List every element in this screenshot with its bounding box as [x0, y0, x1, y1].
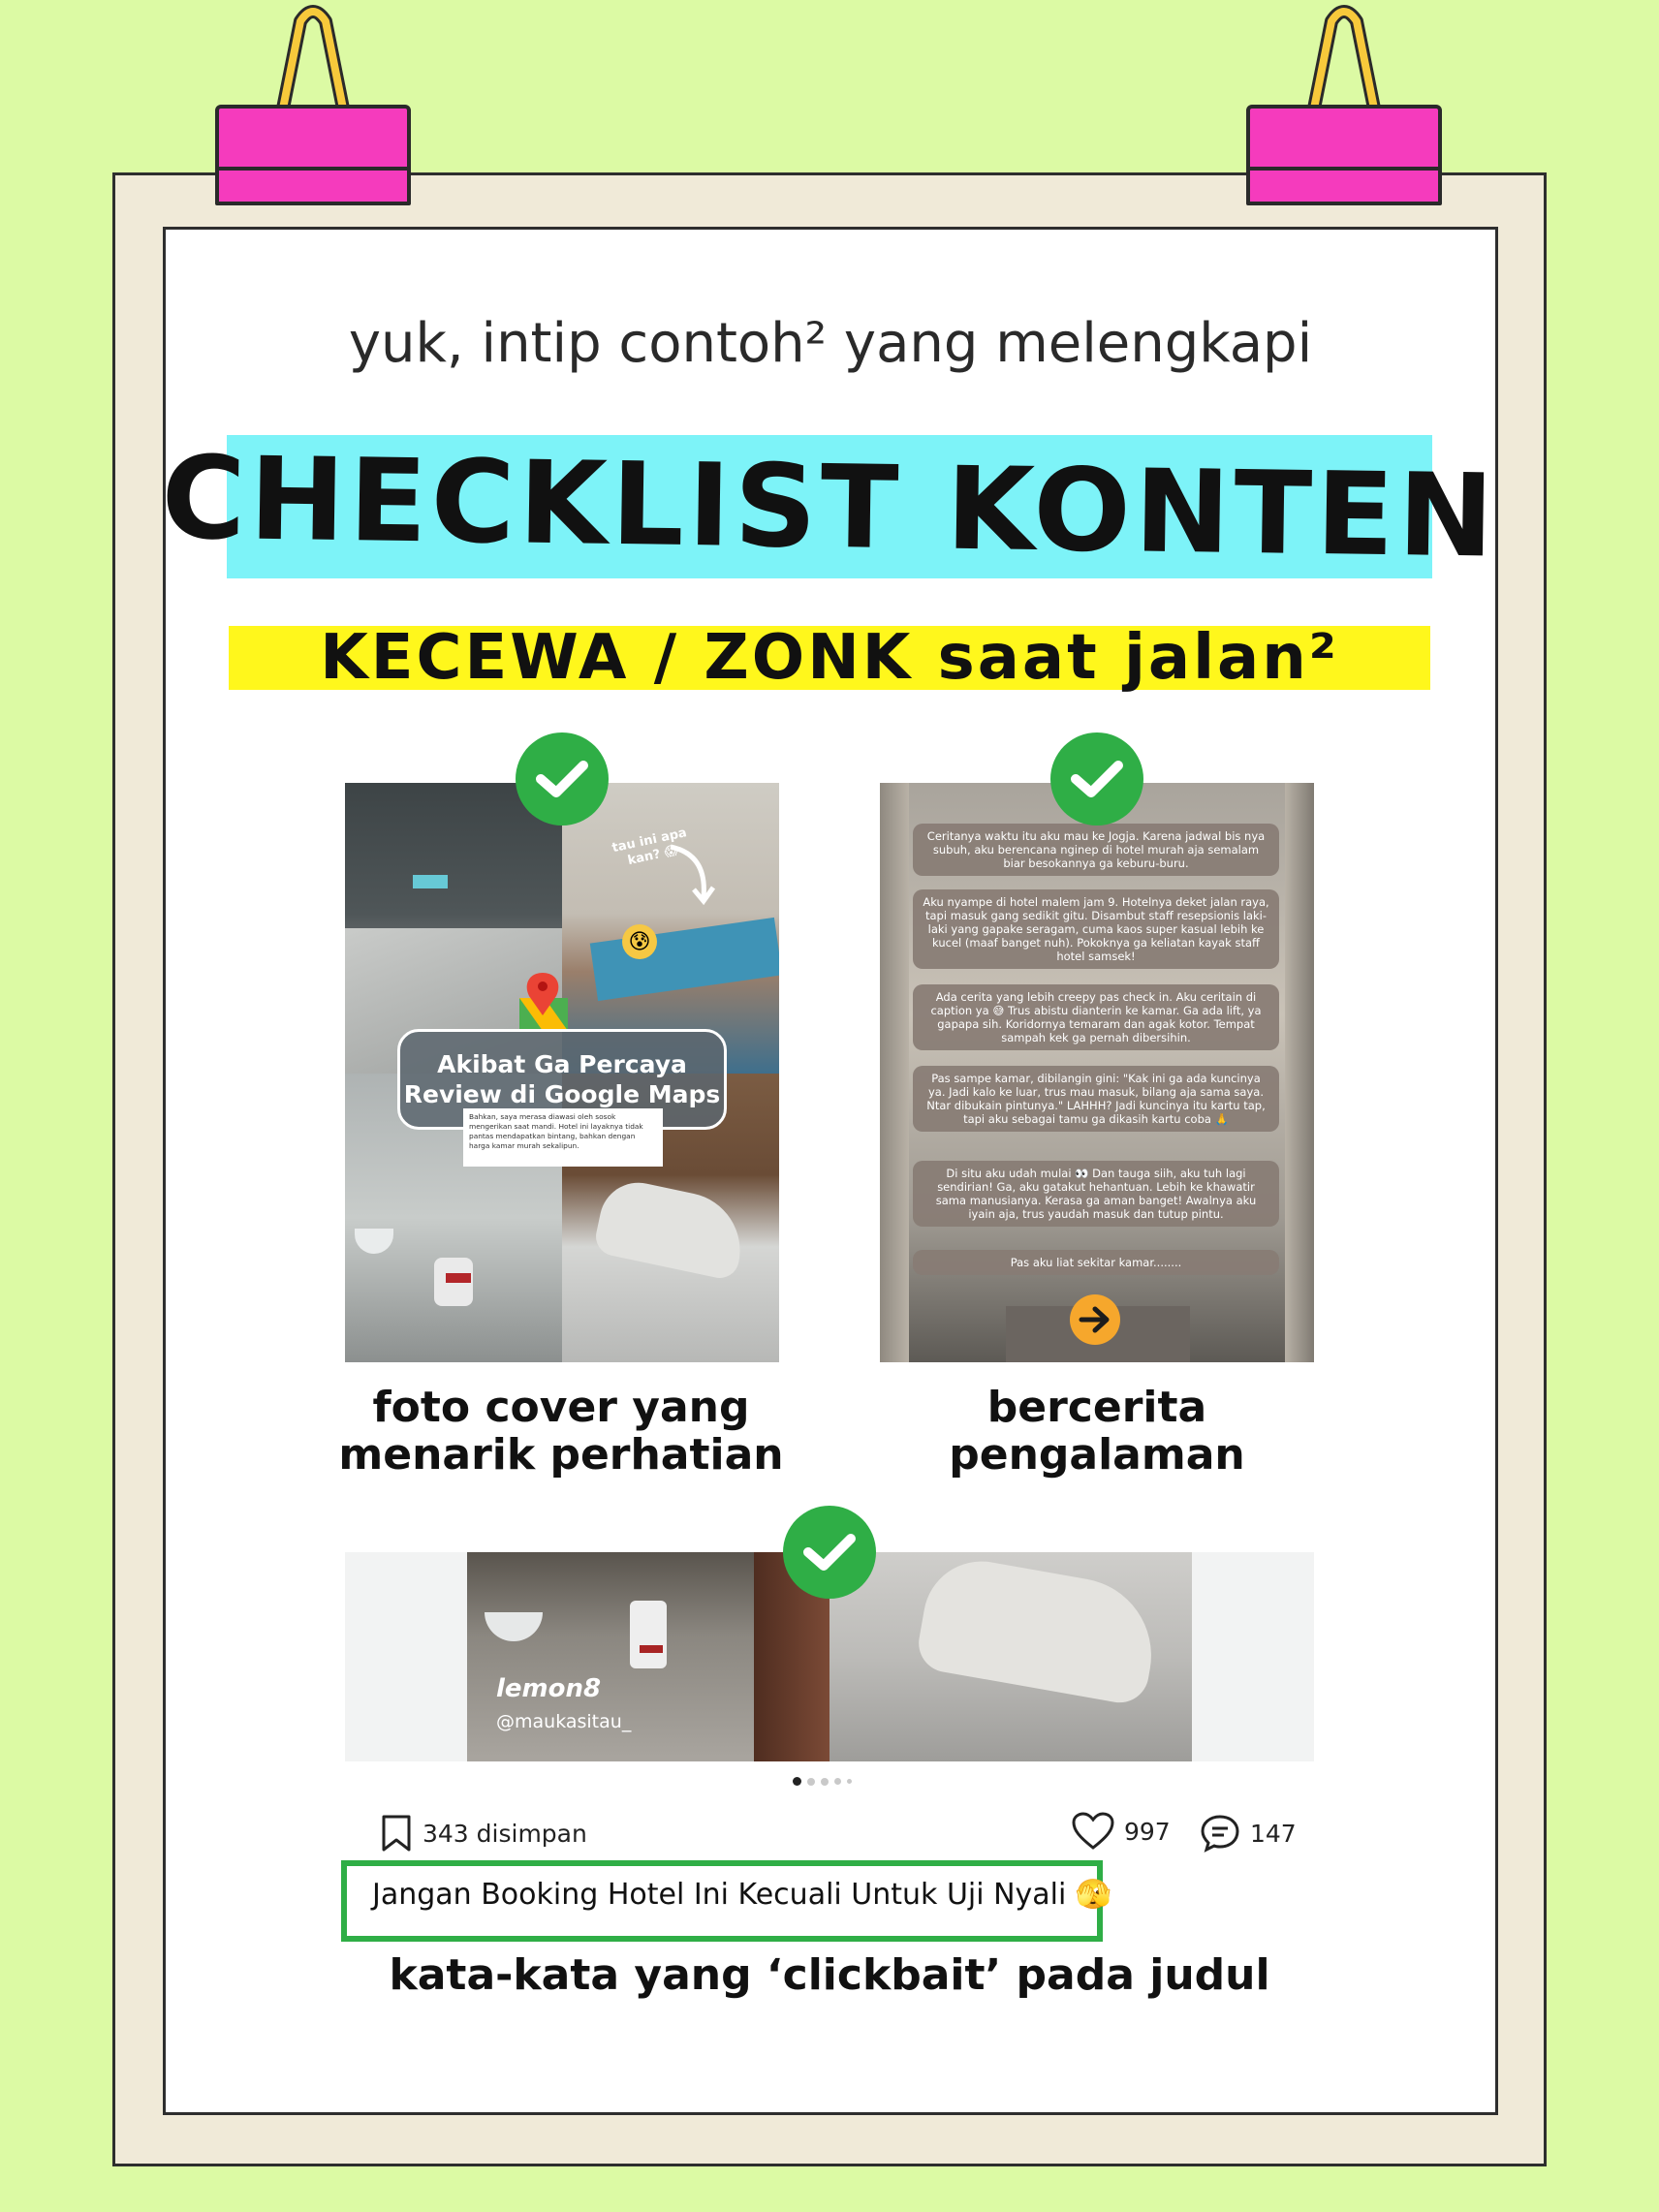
binder-clip-icon [1246, 0, 1444, 207]
card-caption-story: bercerita pengalaman [949, 1383, 1245, 1480]
arrow-right-icon[interactable] [1070, 1294, 1120, 1345]
binder-clip-icon [215, 0, 413, 207]
story-bubble: Ada cerita yang lebih creepy pas check in. Aku ceritain di caption ya 😅 Trus abistu dianterin ke kamar. Ga ada lift, ya gapapa sih. Koridornya temaram dan agak kotor. Tempat sampah kek ga pernah dibersihin. [913, 984, 1279, 1050]
bookmark-icon [380, 1814, 413, 1853]
post-title: Jangan Booking Hotel Ini Kecuali Untuk Uji Nyali 🫣 [372, 1878, 1112, 1912]
story-bubble: Aku nyampe di hotel malem jam 9. Hotelnya deket jalan raya, tapi masuk gang sedikit gitu. Disambut staff resepsionis laki-laki yang gapake seragam, cuma kaos super kasual lebih ke kucel (maaf banget nuh). Pokoknya ga keliatan kayak staff hotel samsek! [913, 889, 1279, 969]
check-icon [1050, 732, 1143, 826]
cover-overlay-title: Akibat Ga Percaya Review di Google Maps [397, 1029, 727, 1130]
comment-button[interactable] [1200, 1814, 1297, 1853]
map-pin-icon [516, 973, 572, 1033]
card-caption-cover: foto cover yang menarik perhatian [338, 1383, 784, 1480]
page-subtitle: KECEWA / ZONK saat jalan² [320, 622, 1339, 694]
heart-icon [1072, 1812, 1114, 1851]
page-title: CHECKLIST KONTEN [160, 430, 1499, 583]
carousel-dots [793, 1777, 852, 1786]
scared-emoji-icon: 😰 [622, 924, 657, 959]
watermark-brand: lemon8 [496, 1674, 602, 1703]
story-bubble: Di situ aku udah mulai 👀 Dan tauga siih, aku tuh lagi sendirian! Ga, aku gatakut hehantuan. Lebih ke khawatir sama manusianya. Kerasa ga aman banget! Awalnya aku iyain aja, trus yaudah masuk dan tutup pintu. [913, 1161, 1279, 1227]
cover-annotation: tau ini apa kan? 😱 [610, 826, 689, 869]
intro-text: yuk, intip contoh² yang melengkapi [348, 312, 1313, 375]
story-bubble: Ceritanya waktu itu aku mau ke Jogja. Karena jadwal bis nya subuh, aku berencana nginep di hotel murah aja semalam biar besokannya ga keburu-buru. [913, 824, 1279, 876]
curved-arrow-icon [665, 841, 723, 909]
cover-overlay-text: Bahkan, saya merasa diawasi oleh sosok mengerikan saat mandi. Hotel ini layaknya tidak pantas mendapatkan bintang, bahkan dengan harga kamar murah sekalipun. [463, 1108, 663, 1167]
comment-count: 147 [1250, 1819, 1297, 1848]
comment-icon [1200, 1814, 1240, 1853]
story-bubble: Pas sampe kamar, dibilangin gini: "Kak ini ga ada kuncinya ya. Jadi kalo ke luar, trus mau masuk, bilang aja sama saya. Ntar dibukain pintunya." LAHHH? Jadi kuncinya itu kartu tap, tapi aku sebagai tamu ga dikasih kartu coba 🙏 [913, 1066, 1279, 1132]
watermark-handle: @maukasitau_ [496, 1711, 632, 1732]
like-count: 997 [1124, 1817, 1171, 1846]
save-button[interactable] [380, 1814, 587, 1853]
check-icon [783, 1506, 876, 1599]
story-bubble: Pas aku liat sekitar kamar........ [913, 1250, 1279, 1275]
check-icon [516, 732, 609, 826]
saved-count: 343 disimpan [423, 1819, 587, 1848]
card-caption-title: kata-kata yang ‘clickbait’ pada judul [389, 1950, 1270, 2000]
like-button[interactable] [1072, 1812, 1171, 1851]
